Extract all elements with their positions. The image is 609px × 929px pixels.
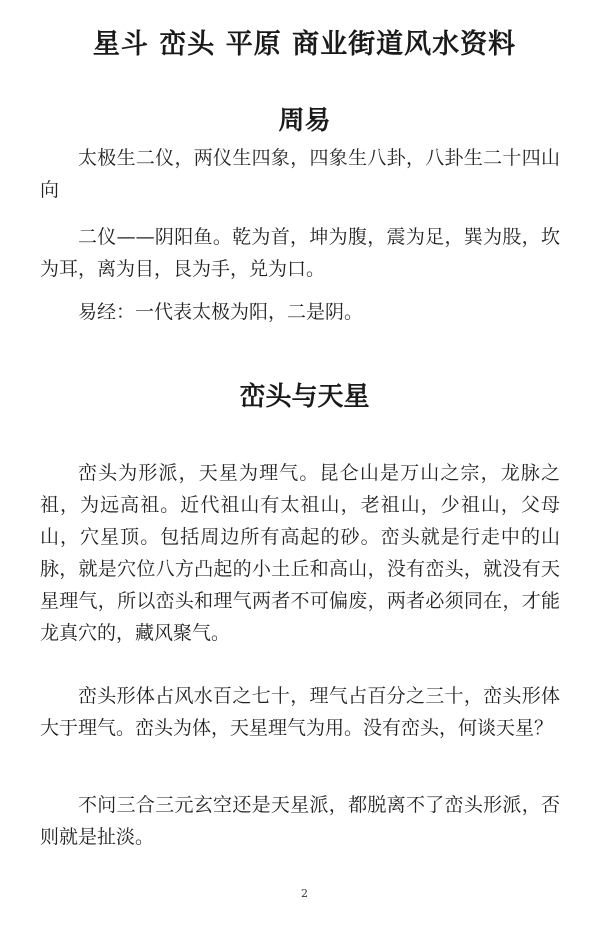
paragraph: 二仪——阴阳鱼。乾为首，坤为腹，震为足，巽为股，坎为耳，离为目，艮为手，兑为口。 (40, 226, 560, 280)
section-heading-zhouyi: 周易 (278, 106, 331, 136)
paragraph: 峦头为形派，天星为理气。昆仑山是万山之宗，龙脉之祖，为远高祖。近代祖山有太祖山，老祖山，少祖山，父母山，穴星顶。包括周边所有高起的砂。峦头就是行走中的山脉，就是穴位八方凸起的小土丘和高山，没有峦头，就没有天星理气，所以峦头和理气两者不可偏废，两者必须同在，才能龙真穴的，藏风聚气。 (40, 462, 560, 644)
paragraph: 易经：一代表太极为阳，二是阴。 (78, 301, 364, 323)
section-heading-luantou: 峦头与天星 (239, 382, 370, 412)
paragraph: 太极生二仪，两仪生四象，四象生八卦，八卦生二十四山向 (40, 147, 560, 201)
paragraph: 不问三合三元玄空还是天星派，都脱离不了峦头形派，否则就是扯淡。 (40, 794, 560, 848)
document-title: 星斗 峦头 平原 商业街道风水资料 (92, 29, 517, 60)
paragraph: 峦头形体占风水百之七十，理气占百分之三十，峦头形体大于理气。峦头为体，天星理气为用。没有峦头，何谈天星？ (40, 685, 560, 739)
page-number: 2 (301, 887, 308, 900)
